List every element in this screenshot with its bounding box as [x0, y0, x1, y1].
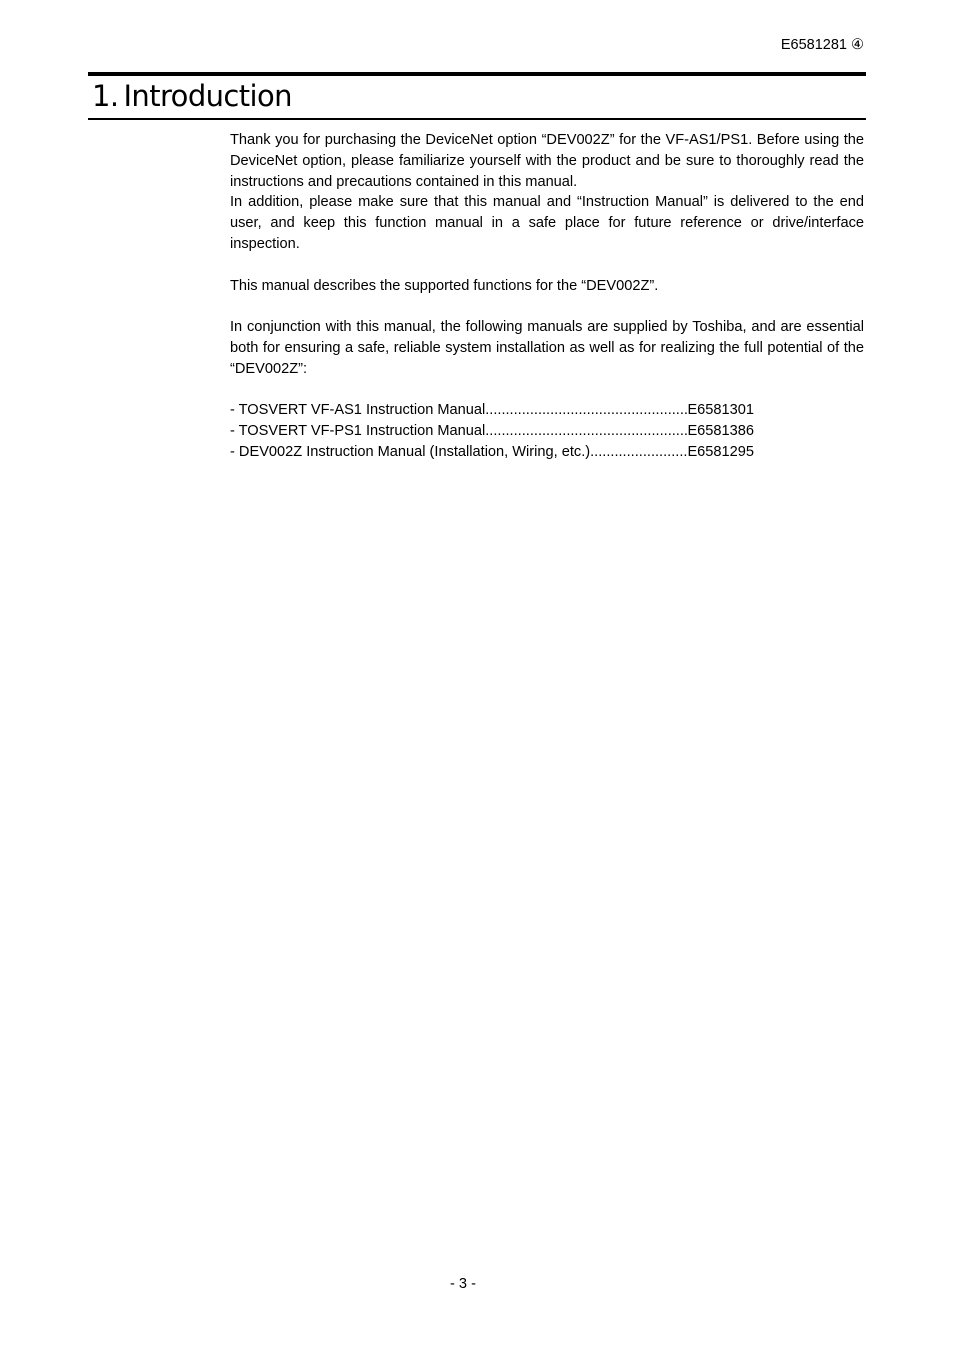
manual-list-item	[230, 442, 754, 463]
document-code: E6581281 ④	[780, 37, 864, 53]
dot-leader	[485, 421, 687, 442]
manual-code: E6581295	[687, 443, 754, 460]
section-heading-block	[88, 72, 866, 120]
dot-leader	[590, 442, 687, 463]
paragraph-related-manuals: In conjunction with this manual, the following manuals are supplied by Toshiba, and are essential both for ensuring a safe, reliable system installation as well as for realizing the full potential of the “DEV002Z”:	[230, 319, 864, 377]
manual-list-item	[230, 400, 754, 421]
manual-title: - TOSVERT VF-PS1 Instruction Manual	[230, 423, 486, 440]
body-content	[230, 130, 864, 463]
manual-code: E6581301	[687, 402, 754, 419]
manual-title: - TOSVERT VF-AS1 Instruction Manual	[230, 402, 486, 419]
spacer	[230, 255, 864, 276]
section-title: Introduction	[123, 79, 292, 113]
paragraph-delivery: In addition, please make sure that this manual and “Instruction Manual” is delivered to the end user, and keep this function manual in a safe place for future reference or drive/interface inspection.	[230, 194, 864, 252]
section-heading	[92, 79, 292, 113]
page-number: - 3 -	[450, 1276, 476, 1292]
paragraph-thanks: Thank you for purchasing the DeviceNet option “DEV002Z” for the VF-AS1/PS1. Before using the DeviceNet option, please familiarize yourself with the product and be sure to thoroughly read the instructions and precautions contained in this manual.	[230, 132, 864, 190]
dot-leader	[485, 400, 687, 421]
manual-list	[230, 400, 864, 462]
manual-code: E6581386	[687, 423, 754, 440]
manual-title: - DEV002Z Instruction Manual (Installation, Wiring, etc.)	[230, 443, 591, 460]
spacer	[230, 380, 864, 401]
section-number: 1.	[92, 79, 119, 113]
manual-list-item	[230, 421, 754, 442]
paragraph-scope: This manual describes the supported functions for the “DEV002Z”.	[230, 277, 659, 294]
spacer	[230, 296, 864, 317]
